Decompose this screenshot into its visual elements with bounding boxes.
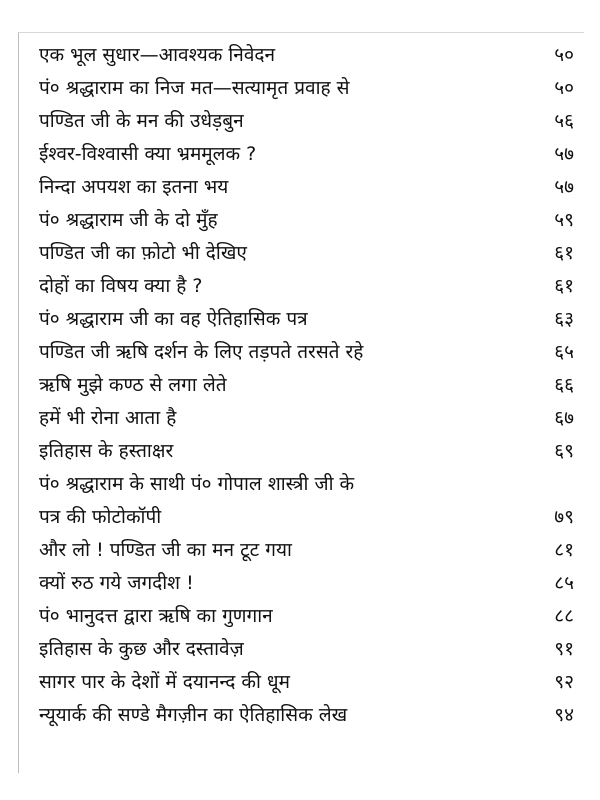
toc-entry-page-number: ६१ — [554, 242, 574, 264]
toc-entry-title: ईश्वर-विश्वासी क्या भ्रममूलक ? — [39, 143, 257, 165]
toc-entry-page-number: ६९ — [554, 440, 574, 462]
toc-entry-page-number: ९१ — [554, 638, 574, 660]
toc-entry-page-number: ५९ — [554, 209, 574, 231]
toc-entry — [39, 105, 574, 138]
toc-entry-title: इतिहास के हस्ताक्षर — [39, 440, 174, 462]
table-of-contents — [39, 39, 574, 732]
toc-entry — [39, 699, 574, 732]
toc-entry-page-number: ६५ — [554, 341, 574, 363]
toc-entry-title: पं० भानुदत्त द्वारा ऋषि का गुणगान — [39, 605, 273, 627]
toc-entry — [39, 501, 574, 534]
toc-entry — [39, 369, 574, 402]
toc-entry-page-number: ८१ — [554, 539, 574, 561]
toc-entry — [39, 567, 574, 600]
toc-entry-title: क्यों रुठ गये जगदीश ! — [39, 572, 194, 594]
toc-entry-page-number: ५० — [554, 77, 574, 99]
toc-entry-title: पण्डित जी का फ़ोटो भी देखिए — [39, 242, 247, 264]
page — [18, 32, 584, 773]
toc-entry-title: ऋषि मुझे कण्ठ से लगा लेते — [39, 374, 227, 396]
toc-entry-title: हमें भी रोना आता है — [39, 407, 177, 429]
toc-entry-page-number: ६३ — [554, 308, 574, 330]
toc-entry — [39, 435, 574, 468]
toc-entry-page-number: ६७ — [554, 407, 574, 429]
toc-entry-title: पं० श्रद्धाराम का निज मत—सत्यामृत प्रवाह से — [39, 77, 350, 99]
toc-entry-page-number: ५० — [554, 44, 574, 66]
toc-entry — [39, 39, 574, 72]
toc-entry — [39, 534, 574, 567]
toc-entry — [39, 72, 574, 105]
toc-entry-title: न्यूयार्क की सण्डे मैगज़ीन का ऐतिहासिक लेख — [39, 704, 348, 726]
toc-entry-title: इतिहास के कुछ और दस्तावेज़ — [39, 638, 244, 660]
toc-entry-page-number: ५६ — [554, 110, 574, 132]
toc-entry — [39, 237, 574, 270]
toc-entry-title: पत्र की फोटोकॉपी — [39, 506, 162, 528]
toc-entry-page-number: ६१ — [554, 275, 574, 297]
toc-entry — [39, 633, 574, 666]
toc-entry-page-number: ५७ — [554, 143, 574, 165]
toc-entry — [39, 600, 574, 633]
toc-entry — [39, 270, 574, 303]
toc-entry-page-number: ९४ — [554, 704, 574, 726]
toc-entry-title: पं० श्रद्धाराम के साथी पं० गोपाल शास्त्री जी के — [39, 473, 355, 495]
toc-entry — [39, 303, 574, 336]
toc-entry-page-number: ६६ — [554, 374, 574, 396]
toc-entry-title: पं० श्रद्धाराम जी के दो मुँह — [39, 209, 218, 231]
toc-entry-title: एक भूल सुधार—आवश्यक निवेदन — [39, 44, 276, 66]
toc-entry — [39, 171, 574, 204]
toc-entry-title: सागर पार के देशों में दयानन्द की धूम — [39, 671, 290, 693]
toc-entry — [39, 468, 574, 501]
toc-entry-page-number: ९२ — [554, 671, 574, 693]
toc-entry-title: दोहों का विषय क्या है ? — [39, 275, 203, 297]
toc-entry-page-number: ८५ — [554, 572, 574, 594]
toc-entry-title: पं० श्रद्धाराम जी का वह ऐतिहासिक पत्र — [39, 308, 308, 330]
toc-entry — [39, 336, 574, 369]
toc-entry-page-number: ८८ — [554, 605, 574, 627]
toc-entry-page-number: ७९ — [554, 506, 574, 528]
toc-entry-title: और लो ! पण्डित जी का मन टूट गया — [39, 539, 292, 561]
toc-entry-title: पण्डित जी ऋषि दर्शन के लिए तड़पते तरसते रहे — [39, 341, 364, 363]
toc-entry — [39, 666, 574, 699]
toc-entry-title: निन्दा अपयश का इतना भय — [39, 176, 229, 198]
toc-entry — [39, 204, 574, 237]
toc-entry-title: पण्डित जी के मन की उधेड़बुन — [39, 110, 244, 132]
toc-entry — [39, 138, 574, 171]
toc-entry — [39, 402, 574, 435]
toc-entry-page-number: ५७ — [554, 176, 574, 198]
